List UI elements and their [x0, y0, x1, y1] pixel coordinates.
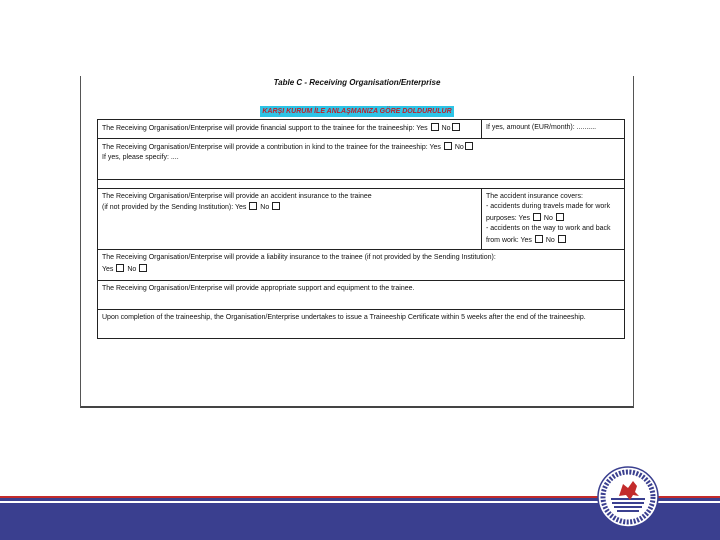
row-gap	[98, 179, 625, 188]
support-text: The Receiving Organisation/Enterprise will provide appropriate support and equipment to the trainee.	[102, 285, 415, 292]
covers-way-text: - accidents on the way to work and back from work: Yes	[486, 225, 611, 244]
support-cell	[98, 281, 625, 310]
covers-title-text: The accident insurance covers:	[486, 192, 583, 200]
amount-text: If yes, amount (EUR/month): ..........	[486, 124, 597, 131]
liability-no-text: No	[127, 265, 137, 273]
checkbox[interactable]	[272, 202, 280, 210]
university-seal-icon	[597, 466, 659, 528]
accident-insurance-text: The Receiving Organisation/Enterprise will provide an accident insurance to the trainee	[102, 192, 372, 200]
checkbox[interactable]	[249, 202, 257, 210]
checkbox[interactable]	[535, 235, 543, 243]
liability-yes-text: Yes	[102, 265, 114, 273]
accident-insurance-cell	[98, 188, 482, 250]
table-row	[98, 120, 625, 139]
document-image	[80, 76, 634, 408]
checkbox[interactable]	[116, 264, 124, 272]
contribution-cell	[98, 138, 625, 179]
financial-support-text: The Receiving Organisation/Enterprise will provide financial support to the trainee for the traineeship: Yes	[102, 125, 428, 132]
checkbox[interactable]	[431, 123, 439, 131]
table-row	[98, 281, 625, 310]
receiving-organisation-table	[97, 119, 625, 339]
subtitle-wrap	[81, 100, 633, 118]
table-title: Table C - Receiving Organisation/Enterprise	[273, 78, 441, 87]
financial-support-cell	[98, 120, 482, 139]
checkbox[interactable]	[556, 213, 564, 221]
checkbox[interactable]	[452, 123, 460, 131]
amount-cell	[482, 120, 625, 139]
accident-no-text: No	[260, 204, 270, 211]
checkbox[interactable]	[444, 142, 452, 150]
financial-no-text: No	[441, 125, 451, 132]
contribution-no-text: No	[454, 143, 464, 151]
covers-way-no-text: No	[545, 236, 555, 244]
table-row	[98, 138, 625, 179]
covers-cell	[482, 188, 625, 250]
table-subtitle-highlight: KARŞI KURUM İLE ANLAŞMANIZA GÖRE DOLDURULUR	[262, 108, 452, 115]
checkbox[interactable]	[465, 142, 473, 150]
liability-cell	[98, 250, 625, 281]
gap-cell	[98, 179, 625, 188]
accident-insurance-cont-text: (if not provided by the Sending Institution): Yes	[102, 204, 247, 211]
covers-travel-no-text: No	[543, 214, 553, 222]
checkbox[interactable]	[139, 264, 147, 272]
checkbox[interactable]	[558, 235, 566, 243]
liability-text: The Receiving Organisation/Enterprise will provide a liability insurance to the trainee (if not provided by the Sending Institution):	[102, 254, 496, 261]
specify-text: If yes, please specify: ....	[102, 154, 179, 161]
contribution-text: The Receiving Organisation/Enterprise will provide a contribution in kind to the trainee for the traineeship: Yes	[102, 143, 441, 151]
checkbox[interactable]	[533, 213, 541, 221]
certificate-cell	[98, 310, 625, 339]
table-row	[98, 250, 625, 281]
certificate-text: Upon completion of the traineeship, the Organisation/Enterprise undertakes to issue a Traineeship Certificate within 5 weeks after the end of the traineeship.	[102, 314, 586, 321]
table-row	[98, 188, 625, 250]
covers-travel-text: - accidents during travels made for work purposes: Yes	[486, 203, 611, 222]
table-row	[98, 310, 625, 339]
